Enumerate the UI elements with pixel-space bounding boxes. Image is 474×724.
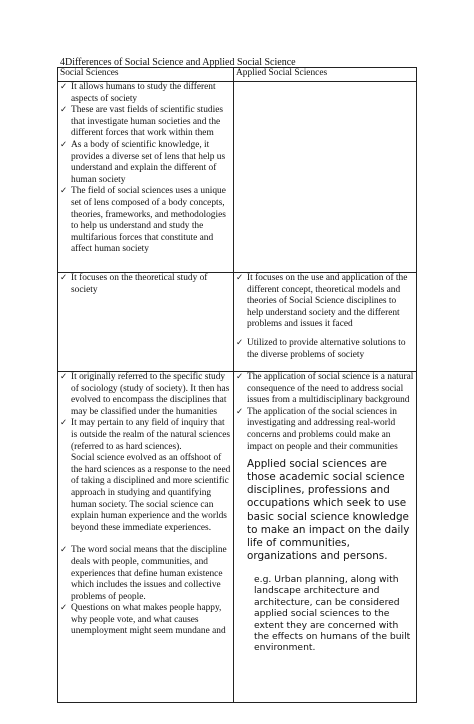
table-cell bbox=[58, 82, 234, 273]
checkmark-icon: ✓ bbox=[236, 337, 244, 348]
list-item bbox=[60, 186, 231, 256]
list-item-text: It focuses on the theoretical study of society bbox=[71, 273, 208, 295]
checkmark-icon: ✓ bbox=[236, 273, 244, 283]
table-row bbox=[58, 372, 417, 703]
list-item bbox=[60, 105, 231, 140]
header-social-sciences: Social Sciences bbox=[58, 68, 234, 82]
list-item bbox=[236, 407, 414, 453]
header-applied-social-sciences: Applied Social Sciences bbox=[234, 68, 417, 82]
table-cell bbox=[58, 372, 234, 703]
list-item bbox=[60, 82, 231, 105]
bullet-list bbox=[236, 273, 414, 331]
checkmark-icon: ✓ bbox=[60, 418, 68, 429]
checkmark-icon: ✓ bbox=[60, 372, 68, 382]
table-cell bbox=[234, 372, 417, 703]
bullet-list bbox=[60, 545, 231, 638]
checkmark-icon: ✓ bbox=[60, 82, 68, 92]
list-item bbox=[60, 418, 231, 453]
bullet-list bbox=[60, 82, 231, 256]
table-cell bbox=[234, 273, 417, 372]
checkmark-icon: ✓ bbox=[60, 105, 68, 116]
list-item bbox=[60, 603, 231, 638]
table-cell-empty bbox=[234, 82, 417, 273]
list-item bbox=[236, 372, 414, 407]
list-item-text: It originally referred to the specific study of sociology (study of society). It then has evolved to encompass the disciplines that may be classified under the humanities bbox=[71, 372, 230, 417]
list-item-text: It allows humans to study the different aspects of society bbox=[71, 82, 216, 104]
paragraph: Social science evolved as an offshoot of the hard sciences as a response to the need of taking a disciplined and more scientific approach in studying and quantifying human society. The social science can explain human experience and the worlds beyond these immediate experiences. bbox=[71, 453, 231, 533]
list-item-text: The word social means that the discipline deals with people, communities, and experiences that define human existence which includes the issues and collective problems of people. bbox=[71, 545, 227, 602]
checkmark-icon: ✓ bbox=[60, 545, 68, 556]
table-row bbox=[58, 82, 417, 273]
table-row bbox=[58, 273, 417, 372]
list-item bbox=[60, 372, 231, 418]
checkmark-icon: ✓ bbox=[236, 406, 244, 417]
checkmark-icon: ✓ bbox=[60, 273, 68, 283]
bullet-list bbox=[236, 372, 414, 453]
list-item-text: It may pertain to any field of inquiry that is outside the realm of the natural sciences (referred to as hard sciences). bbox=[71, 418, 231, 452]
list-item bbox=[236, 273, 414, 331]
bullet-list bbox=[60, 372, 231, 453]
comparison-table bbox=[57, 67, 417, 703]
list-item-text: The application of the social sciences in investigating and addressing real-world concerns and problems could make an impact on people and their communities bbox=[247, 406, 398, 452]
table-cell bbox=[58, 273, 234, 372]
page-title: 4Differences of Social Science and Applied Social Science bbox=[60, 57, 296, 68]
list-item bbox=[236, 338, 414, 361]
checkmark-icon: ✓ bbox=[60, 186, 68, 197]
checkmark-icon: ✓ bbox=[236, 372, 244, 382]
list-item bbox=[60, 545, 231, 603]
bullet-list bbox=[60, 273, 231, 296]
example-text: e.g. Urban planning, along with landscape architecture and architecture, can be considered applied social sciences to the extent they are concerned with the effects on humans of the built environment. bbox=[254, 573, 411, 654]
list-item-text: It focuses on the use and application of the different concept, theoretical models and theories of Social Science disciplines to help understand society and the different problems and issues it faced bbox=[247, 273, 408, 330]
list-item-text: As a body of scientific knowledge, it provides a diverse set of lens that help us understand and explain the different of human society bbox=[71, 139, 226, 185]
checkmark-icon: ✓ bbox=[60, 603, 68, 614]
list-item-text: These are vast fields of scientific studies that investigate human societies and the different forces that work within them bbox=[71, 105, 224, 139]
list-item bbox=[60, 273, 231, 296]
list-item-text: The application of social science is a natural consequence of the need to address social issues from a multidisciplinary background bbox=[247, 372, 414, 406]
list-item-text: The field of social sciences uses a unique set of lens composed of a body concepts, theories, frameworks, and methodologies to help us understand and study the multifarious forces that constitute and affect human society bbox=[71, 186, 226, 255]
table-header-row bbox=[58, 68, 417, 82]
list-item bbox=[60, 140, 231, 186]
applied-definition: Applied social sciences are those academic social science disciplines, professions and occupations which seek to use basic social science knowledge to make an impact on the daily life of communities, organizations and persons. bbox=[247, 458, 410, 562]
checkmark-icon: ✓ bbox=[60, 139, 68, 150]
list-item-text: Questions on what makes people happy, why people vote, and what causes unemployment might seem mundane and bbox=[71, 603, 226, 637]
list-item-text: Utilized to provide alternative solutions to the diverse problems of society bbox=[247, 337, 406, 360]
bullet-list bbox=[236, 338, 414, 361]
